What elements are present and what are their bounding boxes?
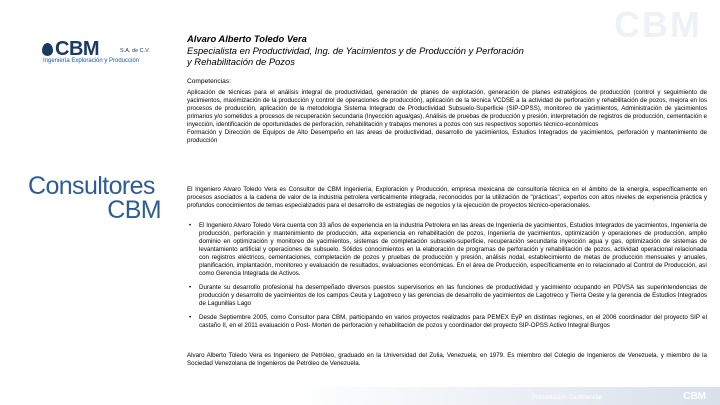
competencias-label: Competencias: — [187, 78, 231, 85]
person-name: Alvaro Alberto Toledo Vera — [187, 33, 307, 44]
footer-bar — [0, 387, 720, 405]
footer-logo: CBM — [683, 391, 706, 402]
side-brand — [28, 174, 161, 222]
closing-paragraph: Alvaro Alberto Toledo Vera es Ingeniero de Petróleo, graduado en la Universidad del Zulia, Venezuela, en 1979. Es miembro del Colegio de Ingenieros de Venezuela, y miembro de la Sociedad Venezolana de Ingenieros de Petróleo de Venezuela. — [187, 352, 707, 367]
competencias-text-2: Formación y Dirección de Equipos de Alto Desempeño en las áreas de productividad, desarrollo de yacimientos, Estudios Integrados de yacimientos, perforación y mantenimiento de producción — [187, 129, 707, 144]
list-item: • El Ingeniero Alvaro Toledo Vera cuenta con 33 años de experiencia en la industria Petrolera en las áreas de Ingeniería de yacimientos, Estudios Integrados de yacimientos, Ingeniería de producción, perforación y mantenimiento de producción, alta experiencia en rehabilitación de pozos, Ingeniería de yacimientos, optimización y operaciones de producción, amplio dominio en optimización y monitoreo de yacimientos, sistemas de completación subsuelo-superficie, recuperación secundaria inyección agua y gas, optimización de sistemas de levantamiento artificial y operaciones de subsuelo. Sólidos conocimientos en la elaboración de programas de perforación y rehabilitación de pozos, actividad operacional relacionada con registros eléctricos, cementaciones, completación de pozos y pruebas de producción y presión, análisis nodal, establecimiento de metas de producción mensuales y anuales, planificación, implantación, monitoreo y evaluación de resultados, evaluaciones económicas. En el área de Producción, específicamente en lo relacionado al Control de Producción, así como Gerencia Integrada de Activos. — [189, 222, 707, 277]
watermark-logo: CBM — [614, 4, 702, 45]
bio-intro: El Ingeniero Alvaro Toledo Vera es Consultor de CBM Ingeniería, Exploración y Producción, empresa mexicana de consultoría técnica en el ámbito de la energía, específicamente en procesos asociados a la cadena de valor de la industria petrolera verticalmente integrada, reconocidos por la utilización de "prácticas", expertos con altos niveles de experiencia práctica y profundos conocimientos de temas especializados para el desarrollo de estrategias de negocios y la ejecución de proyectos técnico-operacionales. — [187, 186, 707, 209]
bullet-icon: • — [189, 284, 192, 291]
logo-word: CBM — [55, 38, 100, 60]
bullet-icon: • — [189, 222, 192, 229]
competencias-section — [187, 89, 707, 145]
list-item: • Durante su desarrollo profesional ha desempeñado diversos puestos supervisorios en las funciones de productividad y yacimiento ocupando en PDVSA las superintendencias de producción y desarrollo de yacimientos de los campos Ceuta y Lagotreco y las gerencias de desarrollo de yacimientos de Lagotreco y Tierra Oeste y la gerencia de Estudios Integrados de Lagunillas Lago — [189, 284, 707, 307]
bullet-icon: • — [189, 314, 192, 321]
footer-text: Presentación Confidencial — [532, 395, 602, 401]
side-brand-line1: Consultores — [28, 172, 155, 200]
profile-header — [187, 33, 687, 68]
list-item: • Desde Septiembre 2005, como Consultor para CBM, participando en varios proyectos realizados para PEMEX EyP en distintas regiones, en el 2006 coordinador del proyecto SIP el castaño II, en el 2011 evaluación o Post- Morten de perforación y rehabilitación de pozos y coordinador del proyecto SIP-OPSS Activo Integral Burgos — [189, 314, 707, 329]
side-brand-line2: CBM — [107, 196, 161, 224]
sidebar — [0, 0, 178, 405]
cbm-logo — [42, 38, 172, 68]
person-role: Especialista en Productividad, Ing. de Yacimientos y de Producción y Perforación — [187, 44, 524, 56]
person-role-2: y Rehabilitación de Pozos — [187, 56, 295, 68]
logo-subtitle: Ingeniería Exploración y Producción — [43, 58, 140, 64]
drop-icon — [42, 43, 53, 56]
bio-bullets — [187, 222, 707, 336]
competencias-text: Aplicación de técnicas para el análisis integral de productividad, generación de planes de explotación, generación de planes estratégicos de producción (control y seguimiento de yacimientos, maximización de la producción y control de operaciones de producción), aplicación de la técnica VCDSE a la actividad de perforación y rehabilitación de pozos, mejora en los procesos de producción, aplicación de la metodología Sistema Integrado de Productividad Subsuelo-Superficie (SIP-OPSS), monitoreo de yacimientos, Administración de yacimientos primarios y/o sometidos a procesos de recuperación secundaria (Inyección agua/gas), Análisis de pruebas de producción y presión, interpretación de registros de producción, cementación e inyección, identificación de oportunidades de perforación, rehabilitación y trabajos menores a pozos con sus respectivos soportes técnico-económicos — [187, 89, 707, 128]
logo-suffix: S.A. de C.V. — [120, 48, 150, 54]
